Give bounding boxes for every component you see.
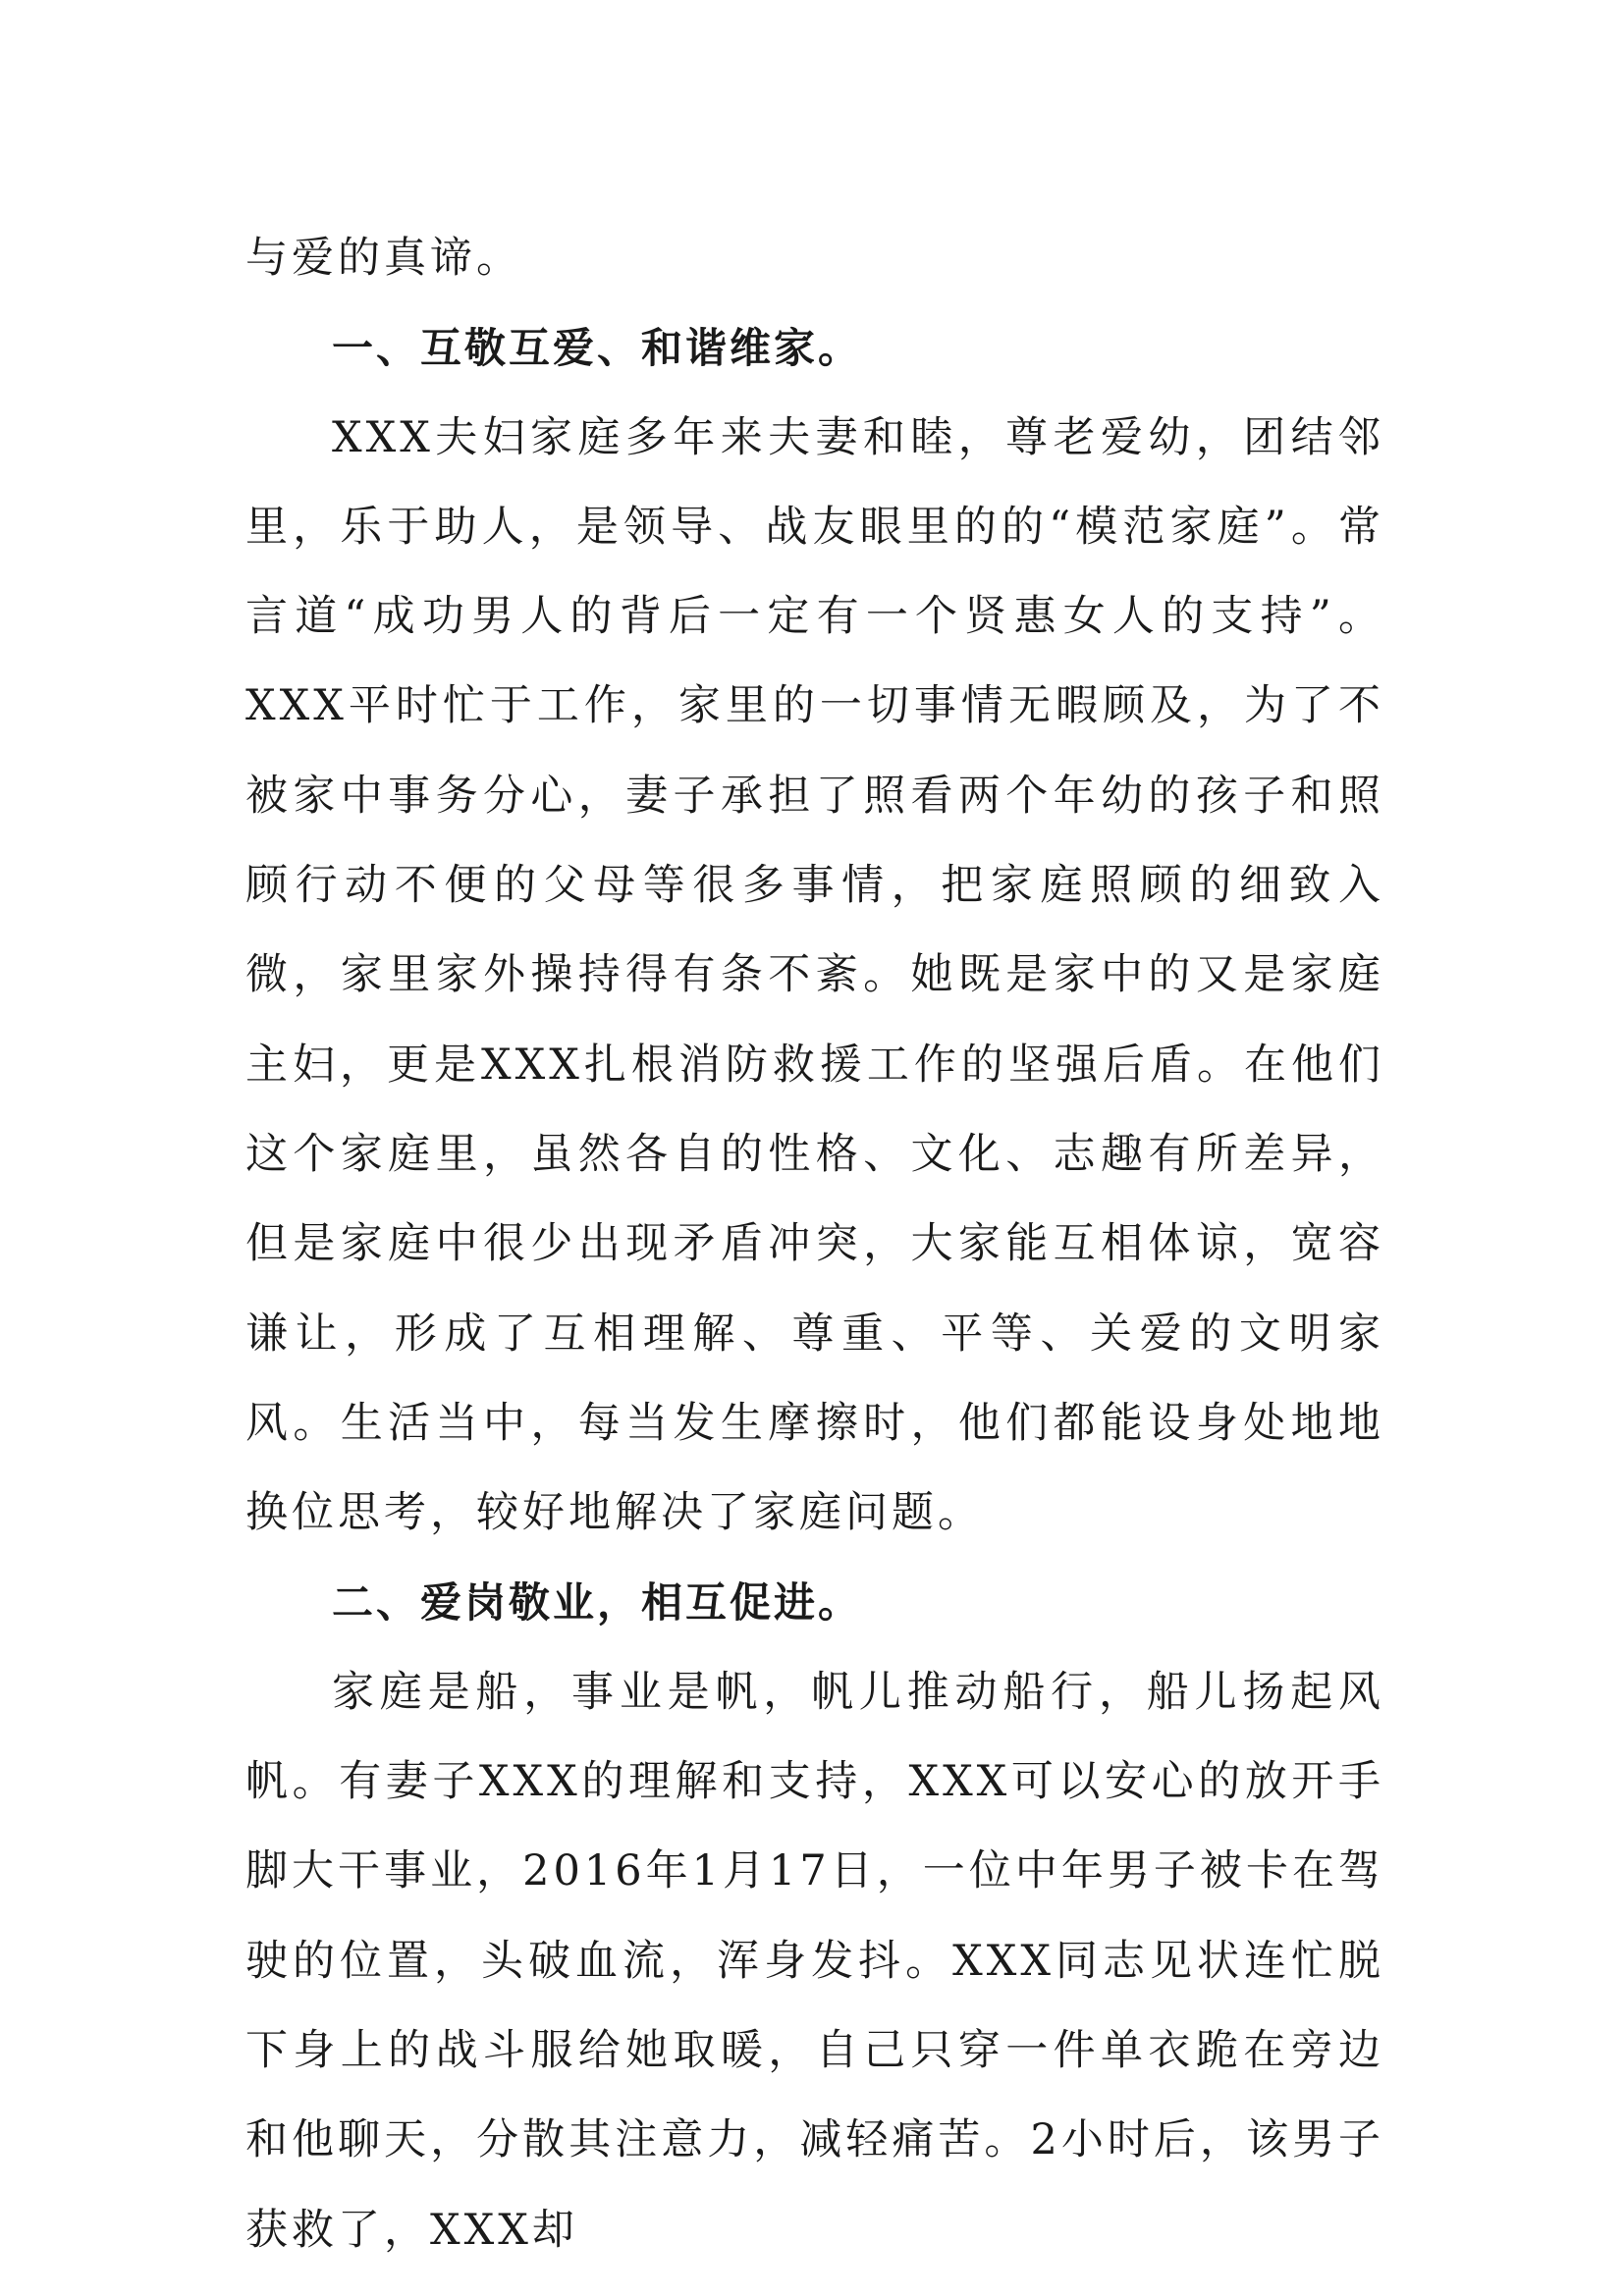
- section-heading-1: 一、互敬互爱、和谐维家。: [332, 324, 863, 373]
- section-heading-2: 二、爱岗敬业，相互促进。: [332, 1578, 863, 1628]
- section-body-1: XXX夫妇家庭多年来夫妻和睦，尊老爱幼，团结邻里，乐于助人，是领导、战友眼里的的“模范家庭”。常言道“成功男人的背后一定有一个贤惠女人的支持”。XXX平时忙于工作，家里的一切事情无暇顾及，为了不被家中事务分心，妻子承担了照看两个年幼的孩子和照顾行动不便的父母等很多事情，把家庭照顾的细致入微，家里家外操持得有条不紊。她既是家中的又是家庭主妇，更是XXX扎根消防救援工作的坚强后盾。在他们这个家庭里，虽然各自的性格、文化、志趣有所差异，但是家庭中很少出现矛盾冲突，大家能互相体谅，宽容谦让，形成了互相理解、尊重、平等、关爱的文明家风。生活当中，每当发生摩擦时，他们都能设身处地地换位思考，较好地解决了家庭问题。: [245, 412, 1384, 1538]
- document-body: [245, 214, 1384, 2275]
- continuation-paragraph: 与爱的真谛。: [245, 234, 522, 283]
- section-body-2: 家庭是船，事业是帆，帆儿推动船行，船儿扬起风帆。有妻子XXX的理解和支持，XXX可以安心的放开手脚大干事业，2016年1月17日，一位中年男子被卡在驾驶的位置，头破血流，浑身发抖。XXX同志见状连忙脱下身上的战斗服给她取暖，自己只穿一件单衣跪在旁边和他聊天，分散其注意力，减轻痛苦。2小时后，该男子获救了，XXX却: [245, 1667, 1384, 2255]
